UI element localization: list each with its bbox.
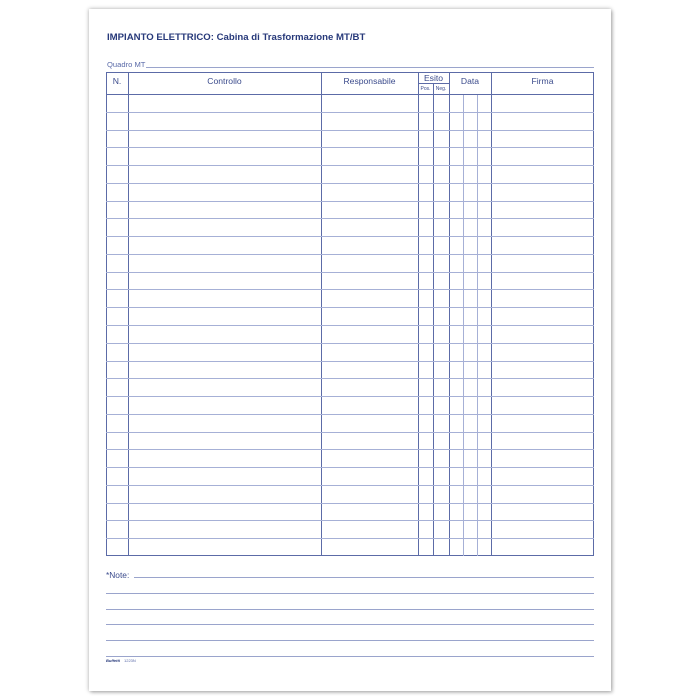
table-row-rule [106, 325, 594, 326]
table-row-rule [106, 378, 594, 379]
column-header-esito: Esito [423, 73, 444, 83]
table-row-rule [106, 307, 594, 308]
form-title: IMPIANTO ELETTRICO: Cabina di Trasformazione MT/BT [107, 32, 366, 43]
table-row-rule [106, 485, 594, 486]
column-header-n: N. [112, 76, 122, 86]
note-line[interactable] [106, 656, 594, 657]
note-line[interactable] [106, 593, 594, 594]
notes-label: *Note: [106, 570, 130, 580]
note-line[interactable] [134, 577, 594, 578]
quadro-input-line[interactable] [146, 67, 594, 68]
column-header-controllo: Controllo [207, 76, 242, 86]
table-row-rule [106, 289, 594, 290]
table-row-rule [106, 538, 594, 539]
control-table [106, 72, 594, 556]
table-row-rule [106, 112, 594, 113]
brand-logo: Buffetti [106, 658, 120, 663]
quadro-label: Quadro MT [107, 60, 146, 69]
header-bottom-rule [106, 94, 594, 95]
note-line[interactable] [106, 624, 594, 625]
column-divider [128, 72, 129, 556]
column-header-data: Data [460, 76, 480, 86]
table-row-rule [106, 414, 594, 415]
table-row-rule [106, 361, 594, 362]
column-divider [491, 72, 492, 556]
table-row-rule [106, 236, 594, 237]
table-row-rule [106, 130, 594, 131]
note-line[interactable] [106, 640, 594, 641]
column-divider [321, 72, 322, 556]
table-row-rule [106, 520, 594, 521]
table-row-rule [106, 343, 594, 344]
table-row-rule [106, 254, 594, 255]
table-row-rule [106, 396, 594, 397]
column-header-pos: Pos. [420, 86, 431, 92]
note-line[interactable] [106, 609, 594, 610]
table-row-rule [106, 218, 594, 219]
column-divider [418, 72, 419, 556]
column-header-neg: Neg. [435, 86, 447, 92]
column-header-firma: Firma [531, 76, 554, 86]
esito-header-divider [418, 83, 449, 84]
table-row-rule [106, 183, 594, 184]
table-row-rule [106, 147, 594, 148]
table-row-rule [106, 449, 594, 450]
table-row-rule [106, 165, 594, 166]
table-row-rule [106, 432, 594, 433]
table-row-rule [106, 201, 594, 202]
table-row-rule [106, 272, 594, 273]
table-row-rule [106, 503, 594, 504]
form-code: 1223N [124, 658, 136, 663]
column-header-responsabile: Responsabile [343, 76, 396, 86]
table-row-rule [106, 467, 594, 468]
column-divider [449, 72, 450, 556]
